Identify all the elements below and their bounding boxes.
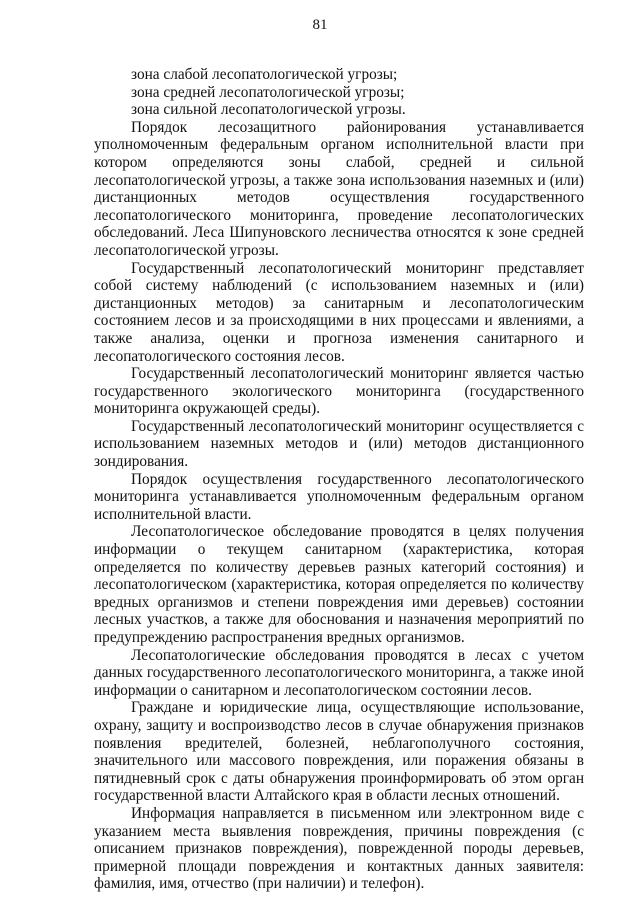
paragraph-survey-conditions: Лесопатологические обследования проводятся в лесах с учетом данных государственного лесопатологического мониторинга, а также иной информации о санитарном и лесопатологическом состоянии лесов.: [94, 646, 584, 699]
list-item-medium-threat: зона средней лесопатологической угрозы;: [131, 83, 405, 101]
paragraph-citizen-obligations: Граждане и юридические лица, осуществляющие использование, охрану, защиту и воспроизводство лесов в случае обнаружения признаков появления вредителей, болезней, неблагополучного состояния, значительного или массового повреждения, или поражения обязаны в пятидневный срок с даты обнаружения проинформировать об этом орган государственной власти Алтайского края в области лесных отношений.: [94, 699, 584, 805]
list-item-weak-threat: зона слабой лесопатологической угрозы;: [131, 66, 398, 83]
paragraph-survey-purpose: Лесопатологическое обследование проводятся в целях получения информации о текущем санитарном (характеристика, которая определяется по количеству деревьев разных категорий состояния) и лесопатологическом (характеристика, которая определяется по количеству вредных организмов и степени повреждения ими деревьев) состоянии лесных участков, а также для обоснования и назначения мероприятий по предупреждению распространения вредных организмов.: [94, 523, 584, 646]
list-item-strong-threat: зона сильной лесопатологической угрозы.: [131, 101, 406, 119]
paragraph-monitoring-procedure: Порядок осуществления государственного лесопатологического мониторинга устанавливается уполномоченным федеральным органом исполнительной власти.: [94, 470, 584, 523]
page-number: 81: [312, 17, 328, 33]
paragraph-monitoring-methods: Государственный лесопатологический мониторинг осуществляется с использованием наземных методов и (или) методов дистанционного зондирования.: [94, 417, 584, 471]
paragraph-monitoring-part-of-ecological: Государственный лесопатологический мониторинг является частью государственного экологического мониторинга (государственного мониторинга окружающей среды).: [94, 365, 584, 418]
document-body: [94, 66, 584, 893]
paragraph-zoning-procedure: Порядок лесозащитного районирования устанавливается уполномоченным федеральным органом исполнительной власти при котором определяются зоны слабой, средней и сильной лесопатологической угрозы, а также зона использования наземных и (или) дистанционных методов осуществления государственного лесопатологического мониторинга, проведение лесопатологических обследований. Леса Шипуновского лесничества относятся к зоне средней лесопатологической угрозы.: [94, 118, 584, 259]
paragraph-information-submission: Информация направляется в письменном или электронном виде с указанием места выявления повреждения, причины повреждения (с описанием признаков повреждения), поврежденной породы деревьев, примерной площади повреждения и контактных данных заявителя: фамилия, имя, отчество (при наличии) и телефон).: [94, 804, 584, 893]
paragraph-monitoring-definition: Государственный лесопатологический мониторинг представляет собой систему наблюдений (с использованием наземных и (или) дистанционных методов) за санитарным и лесопатологическим состоянием лесов и за происходящими в них процессами и явлениями, а также анализа, оценки и прогноза изменения санитарного и лесопатологического состояния лесов.: [94, 259, 584, 365]
